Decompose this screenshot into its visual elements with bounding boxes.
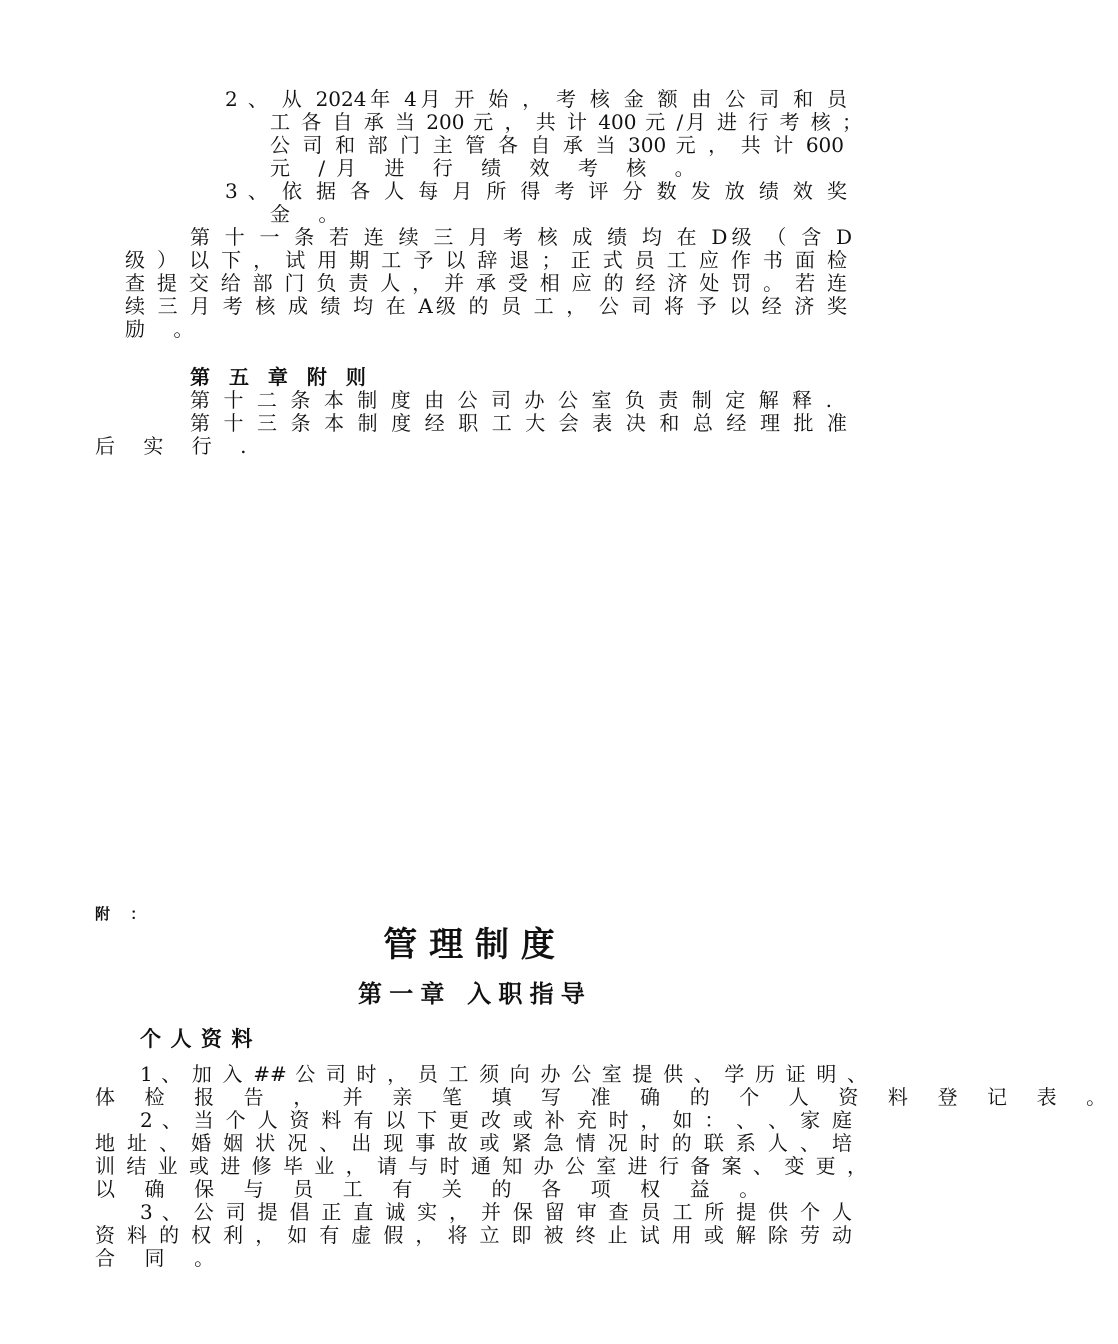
item2-line1: 2 、 从 2024年 4月 开 始 ， 考 核 金 额 由 公 司 和 员	[225, 87, 847, 111]
article-13-line1: 第 十 三 条 本 制 度 经 职 工 大 会 表 决 和 总 经 理 批 准	[190, 411, 847, 435]
article-13-line2: 后 实 行 .	[95, 434, 258, 458]
paragraph-3-line2: 资 料 的 权 利 ， 如 有 虚 假 ， 将 立 即 被 终 止 试 用 或 解 除 劳 动	[95, 1223, 852, 1247]
item3-line2: 金 。	[270, 202, 350, 226]
item2-line2: 工 各 自 承 当 200 元 ， 共 计 400 元 /月 进 行 考 核 ；	[270, 110, 862, 134]
paragraph-2-line2: 地 址 、 婚 姻 状 况 、 出 现 事 故 或 紧 急 情 况 时 的 联 系 人 、 培	[95, 1131, 852, 1155]
paragraph-3-line1: 3 、 公 司 提 倡 正 直 诚 实 ， 并 保 留 审 查 员 工 所 提 供 个 人	[140, 1200, 852, 1224]
item3-line1: 3 、 依 据 各 人 每 月 所 得 考 评 分 数 发 放 绩 效 奖	[225, 179, 847, 203]
chapter-5-heading: 第 五 章 附 则	[190, 365, 372, 389]
paragraph-2-line3: 训 结 业 或 进 修 毕 业 ， 请 与 时 通 知 办 公 室 进 行 备 案 、 变 更 ，	[95, 1154, 867, 1178]
item2-line4: 元 /月 进 行 绩 效 考 核 。	[270, 156, 706, 180]
appendix-label: 附 ：	[95, 905, 153, 923]
chapter-1-heading: 第一章 入职指导	[358, 980, 592, 1008]
section-personal-info: 个人资料	[140, 1027, 262, 1051]
article-12: 第 十 二 条 本 制 度 由 公 司 办 公 室 负 责 制 定 解 释 .	[190, 388, 832, 412]
item2-line3: 公 司 和 部 门 主 管 各 自 承 当 300 元 ， 共 计 600	[270, 133, 844, 157]
paragraph-3-line3: 合 同 。	[95, 1246, 226, 1270]
paragraph-1-line2: 体 检 报 告 ， 并 亲 笔 填 写 准 确 的 个 人 资 料 登 记 表 。	[95, 1085, 1118, 1109]
paragraph-2-line1: 2 、 当 个 人 资 料 有 以 下 更 改 或 补 充 时 ， 如 ： 、 、 家 庭	[140, 1108, 852, 1132]
article-11-line2: 级 ） 以 下 ， 试 用 期 工 予 以 辞 退 ； 正 式 员 工 应 作 书 面 检	[125, 248, 847, 272]
article-11-line3: 查 提 交 给 部 门 负 责 人 ， 并 承 受 相 应 的 经 济 处 罚 。 若 连	[125, 271, 847, 295]
article-11-line1: 第 十 一 条 若 连 续 三 月 考 核 成 绩 均 在 D级 （ 含 D	[190, 225, 852, 249]
paragraph-2-line4: 以 确 保 与 员 工 有 关 的 各 项 权 益 。	[95, 1177, 771, 1201]
paragraph-1-line1: 1 、 加 入 ## 公 司 时 ， 员 工 须 向 办 公 室 提 供 、 学 历 证 明 、	[140, 1062, 867, 1086]
article-11-line4: 续 三 月 考 核 成 绩 均 在 A级 的 员 工 ， 公 司 将 予 以 经 济 奖	[125, 294, 847, 318]
document-title: 管理制度	[383, 925, 567, 965]
article-11-line5: 励 。	[125, 317, 205, 341]
